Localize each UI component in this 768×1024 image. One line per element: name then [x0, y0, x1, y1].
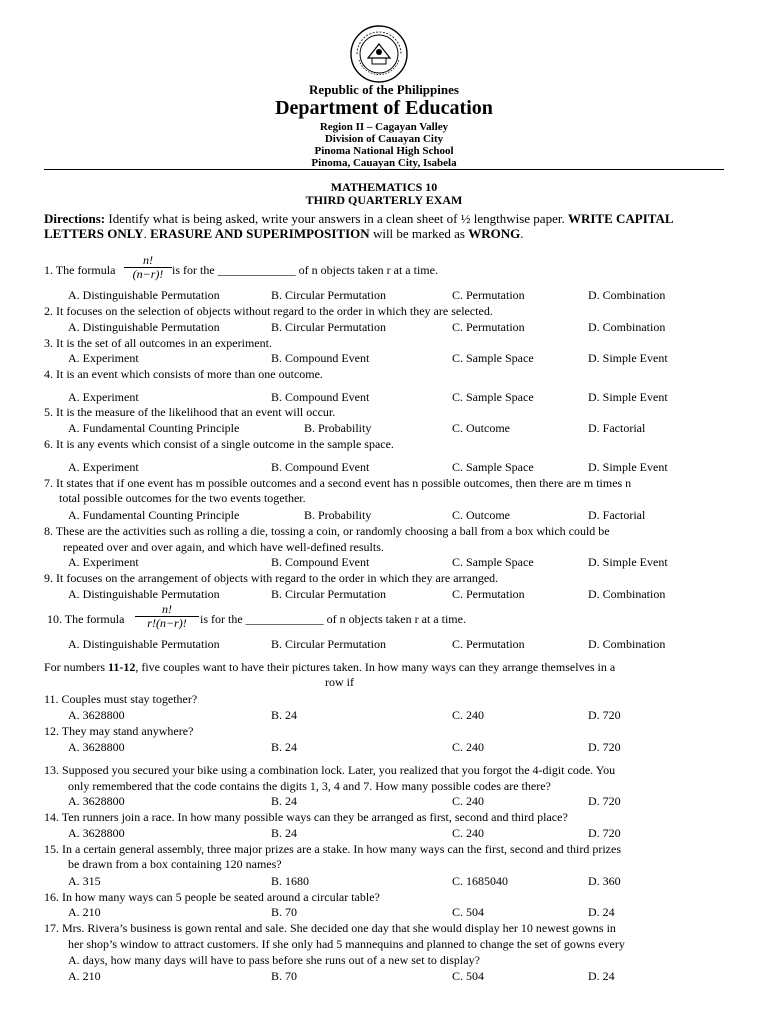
choice: B. Probability — [304, 508, 372, 522]
choice: A. Distinguishable Permutation — [68, 587, 220, 601]
choice: D. Simple Event — [588, 390, 668, 404]
choice: B. Compound Event — [271, 390, 370, 404]
choice: D. Combination — [588, 587, 666, 601]
question-1-post: is for the _____________ of n objects taken r at a time. — [172, 263, 438, 277]
question-16: 16. In how many ways can 5 people be seated around a circular table? — [44, 890, 380, 904]
choice: A. 315 — [68, 874, 101, 888]
choice: B. 24 — [271, 740, 298, 754]
choice: A. 210 — [68, 905, 101, 919]
choice: C. Outcome — [452, 421, 510, 435]
choice: D. 720 — [588, 708, 621, 722]
choice: A. Fundamental Counting Principle — [68, 421, 240, 435]
choice: B. 24 — [271, 708, 298, 722]
choice: D. 720 — [588, 826, 621, 840]
choice: B. 70 — [271, 969, 298, 983]
formula-2: $\frac{n!}{r!(n-r)!}$ — [135, 603, 199, 630]
choice: C. 240 — [452, 740, 485, 754]
question-13-cont: only remembered that the code contains the digits 1, 3, 4 and 7. How many possible codes are there? — [68, 779, 551, 793]
exam-title: THIRD QUARTERLY EXAM — [305, 193, 463, 207]
choice: B. Circular Permutation — [271, 288, 386, 302]
choice: D. Simple Event — [588, 351, 668, 365]
choice: C. Permutation — [452, 637, 525, 651]
question-7-cont: total possible outcomes for the two events together. — [59, 491, 306, 505]
choice: B. Circular Permutation — [271, 320, 386, 334]
choice: D. Combination — [588, 637, 666, 651]
choice: C. 240 — [452, 708, 485, 722]
question-8-cont: repeated over and over again, and which have well-defined results. — [63, 540, 384, 554]
choice: A. Distinguishable Permutation — [68, 288, 220, 302]
question-9: 9. It focuses on the arrangement of objects with regard to the order in which they are arranged. — [44, 571, 499, 585]
choice: A. 3628800 — [68, 740, 125, 754]
exam-subject: MATHEMATICS 10 — [330, 180, 438, 194]
group-intro: For numbers 11-12, five couples want to have their pictures taken. In how many ways can they arrange themselves in a — [44, 660, 616, 674]
formula-1: $\frac{n!}{(n-r)!}$ — [124, 254, 172, 281]
choice: B. 70 — [271, 905, 298, 919]
choice: B. Compound Event — [271, 351, 370, 365]
choice: C. Sample Space — [452, 390, 534, 404]
question-6: 6. It is any events which consist of a single outcome in the sample space. — [44, 437, 394, 451]
choice: C. 1685040 — [452, 874, 509, 888]
choice: A. 210 — [68, 969, 101, 983]
choice: A. Experiment — [68, 390, 139, 404]
choice: D. Combination — [588, 320, 666, 334]
department-title: Department of Education — [275, 97, 493, 119]
group-intro-cont: row if — [325, 675, 354, 689]
choice: B. Probability — [304, 421, 372, 435]
address-line: Pinoma, Cauayan City, Isabela — [311, 157, 457, 169]
choice: C. Outcome — [452, 508, 510, 522]
choice: C. Permutation — [452, 288, 525, 302]
choice: C. Sample Space — [452, 555, 534, 569]
choice: C. Permutation — [452, 587, 525, 601]
choice: A. Experiment — [68, 555, 139, 569]
choice: D. Factorial — [588, 421, 646, 435]
header-divider — [44, 169, 724, 170]
choice: D. Combination — [588, 288, 666, 302]
question-14: 14. Ten runners join a race. In how many possible ways can they be arranged as first, second and third place? — [44, 810, 568, 824]
choice: C. Sample Space — [452, 351, 534, 365]
choice: B. Compound Event — [271, 555, 370, 569]
choice: B. 24 — [271, 794, 298, 808]
question-15-cont: be drawn from a box containing 120 names? — [68, 857, 282, 871]
question-2: 2. It focuses on the selection of objects without regard to the order in which they are selected. — [44, 304, 493, 318]
choice: D. 720 — [588, 794, 621, 808]
choice: A. Fundamental Counting Principle — [68, 508, 240, 522]
choice: D. Simple Event — [588, 460, 668, 474]
question-7: 7. It states that if one event has m possible outcomes and a second event has n possible outcomes, then there are m times n — [44, 476, 632, 490]
region-line: Region II – Cagayan Valley — [319, 121, 449, 133]
deped-seal-logo — [349, 24, 409, 84]
choice: B. Compound Event — [271, 460, 370, 474]
choice: D. Factorial — [588, 508, 646, 522]
directions: Directions: Identify what is being asked, write your answers in a clean sheet of ½ lengthwise paper. WRITE CAPITAL LETTERS ONLY. ERASURE AND SUPERIMPOSITION will be marked as WRONG. — [44, 211, 673, 241]
choice: C. Permutation — [452, 320, 525, 334]
choice: A. 3628800 — [68, 826, 125, 840]
choice: A. Experiment — [68, 460, 139, 474]
question-17-cont: her shop’s window to attract customers. If she only had 5 mannequins and planned to change the set of gowns every — [68, 937, 625, 951]
choice: D. 24 — [588, 969, 615, 983]
choice: B. 1680 — [271, 874, 310, 888]
choice: C. 240 — [452, 794, 485, 808]
question-5: 5. It is the measure of the likelihood that an event will occur. — [44, 405, 336, 419]
choice: B. Circular Permutation — [271, 637, 386, 651]
choice: C. 504 — [452, 969, 485, 983]
question-15: 15. In a certain general assembly, three major prizes are a stake. In how many ways can the first, second and third prizes — [44, 842, 622, 856]
choice: A. Distinguishable Permutation — [68, 320, 220, 334]
choice: A. Experiment — [68, 351, 139, 365]
choice: D. 720 — [588, 740, 621, 754]
question-13: 13. Supposed you secured your bike using a combination lock. Later, you realized that you forgot the 4-digit code. You — [44, 763, 616, 777]
division-line: Division of Cauayan City — [324, 133, 444, 145]
question-1-pre: 1. The formula — [44, 263, 116, 277]
choice: C. 504 — [452, 905, 485, 919]
question-17-cont2: A. days, how many days will have to pass before she runs out of a new set to display? — [68, 953, 480, 967]
choice: B. 24 — [271, 826, 298, 840]
choice: D. 24 — [588, 905, 615, 919]
choice: C. Sample Space — [452, 460, 534, 474]
choice: A. Distinguishable Permutation — [68, 637, 220, 651]
question-12: 12. They may stand anywhere? — [44, 724, 194, 738]
question-10-pre: 10. The formula — [47, 612, 125, 626]
choice: B. Circular Permutation — [271, 587, 386, 601]
question-3: 3. It is the set of all outcomes in an experiment. — [44, 336, 272, 350]
question-8: 8. These are the activities such as rolling a die, tossing a coin, or randomly choosing a ball from a box which could be — [44, 524, 610, 538]
question-11: 11. Couples must stay together? — [44, 692, 198, 706]
choice: A. 3628800 — [68, 794, 125, 808]
choice: C. 240 — [452, 826, 485, 840]
question-17: 17. Mrs. Rivera’s business is gown rental and sale. She decided one day that she would display her 10 newest gowns in — [44, 921, 616, 935]
choice: D. 360 — [588, 874, 621, 888]
question-10-post: is for the _____________ of n objects taken r at a time. — [200, 612, 466, 626]
republic-line: Republic of the Philippines — [309, 82, 459, 97]
school-line: Pinoma National High School — [314, 145, 454, 157]
choice: D. Simple Event — [588, 555, 668, 569]
choice: A. 3628800 — [68, 708, 125, 722]
question-4: 4. It is an event which consists of more than one outcome. — [44, 367, 323, 381]
